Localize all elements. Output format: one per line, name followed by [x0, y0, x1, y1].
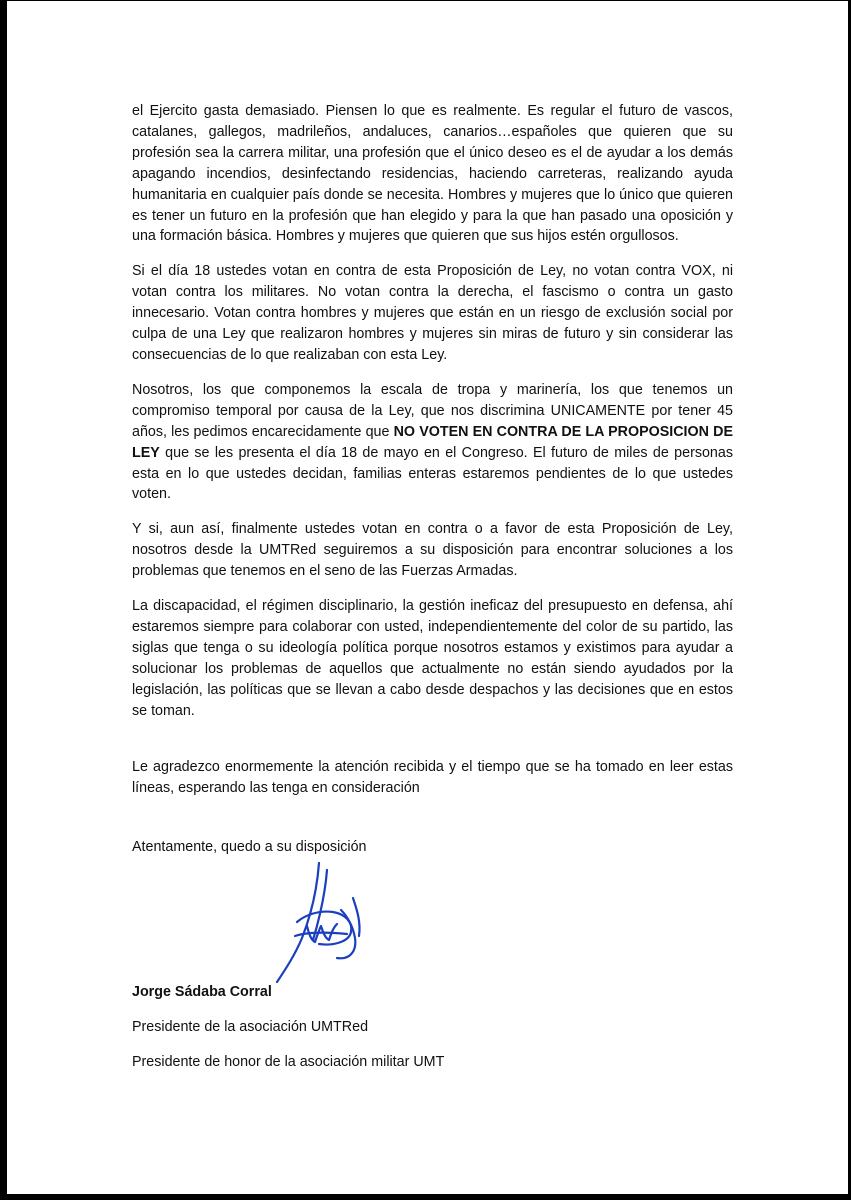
signer-name: Jorge Sádaba Corral — [132, 984, 272, 1001]
paragraph-1: el Ejercito gasta demasiado. Piensen lo que es realmente. Es regular el futuro de vascos, catalanes, gallegos, madrileños, andaluces, canarios…españoles que quieren que su profesión sea la carrera militar, una profesión que el único deseo es el de ayudar a los demás apagando incendios, desinfectando residencias, haciendo carreteras, realizando ayuda humanitaria en cualquier país donde se necesita. Hombres y mujeres que lo único que quieren es tener un futuro en la profesión que han elegido y para la que han pasado una oposición y una formación básica. Hombres y mujeres que quieren que sus hijos estén orgullosos. — [132, 103, 733, 245]
paragraph-3-end: que se les presenta el día 18 de mayo en el Congreso. El futuro de miles de personas esta en lo que ustedes decidan, familias enteras estaremos pendientes de lo que ustedes voten. — [132, 444, 733, 503]
letter-body — [132, 101, 733, 1087]
closing-line: Atentamente, quedo a su disposición — [132, 839, 367, 856]
signer-role-2: Presidente de honor de la asociación militar UMT — [132, 1054, 445, 1070]
paragraph-5: La discapacidad, el régimen disciplinario, la gestión ineficaz del presupuesto en defensa, ahí estaremos siempre para colaborar con usted, independientemente del color de su partido, las siglas que tenga o su ideología política porque nosotros estamos y existimos para ayudar a solucionar los problemas de aquellos que actualmente no están siendo ayudados por la legislación, las políticas que se llevan a cabo desde despachos y las decisiones que en estos se toman. — [132, 598, 733, 719]
thanks-paragraph: Le agradezco enormemente la atención recibida y el tiempo que se ha tomado en leer estas líneas, esperando las tenga en consideración — [132, 759, 733, 797]
paragraph-3-start: Nosotros, los que componemos la escala de tropa y marinería, los que tenemos un compromiso temporal por causa de la Ley, que nos discrimina UNICAMENTE por tener 45 años, les pedimos encarecidamente que — [132, 381, 733, 440]
paragraph-2: Si el día 18 ustedes votan en contra de esta Proposición de Ley, no votan contra VOX, ni votan contra los militares. No votan contra la derecha, el fascismo o contra un gasto innecesario. Votan contra hombres y mujeres que están en un riesgo de exclusión social por culpa de una Ley que realizaron hombres y mujeres sin miras de futuro y sin considerar las consecuencias de lo que realizaban con esta Ley. — [132, 263, 733, 363]
signer-role-1: Presidente de la asociación UMTRed — [132, 1019, 369, 1036]
paragraph-3-emphasis: NO VOTEN EN CONTRA DE LA PROPOSICION DE LEY — [132, 423, 733, 461]
paragraph-4: Y si, aun así, finalmente ustedes votan en contra o a favor de esta Proposición de Ley, nosotros desde la UMTRed seguiremos a su disposición para encontrar soluciones a los problemas que tenemos en el seno de las Fuerzas Armadas. — [132, 521, 733, 580]
signature-area — [132, 872, 733, 982]
handwritten-signature — [267, 860, 377, 988]
paragraph-3 — [132, 380, 733, 505]
